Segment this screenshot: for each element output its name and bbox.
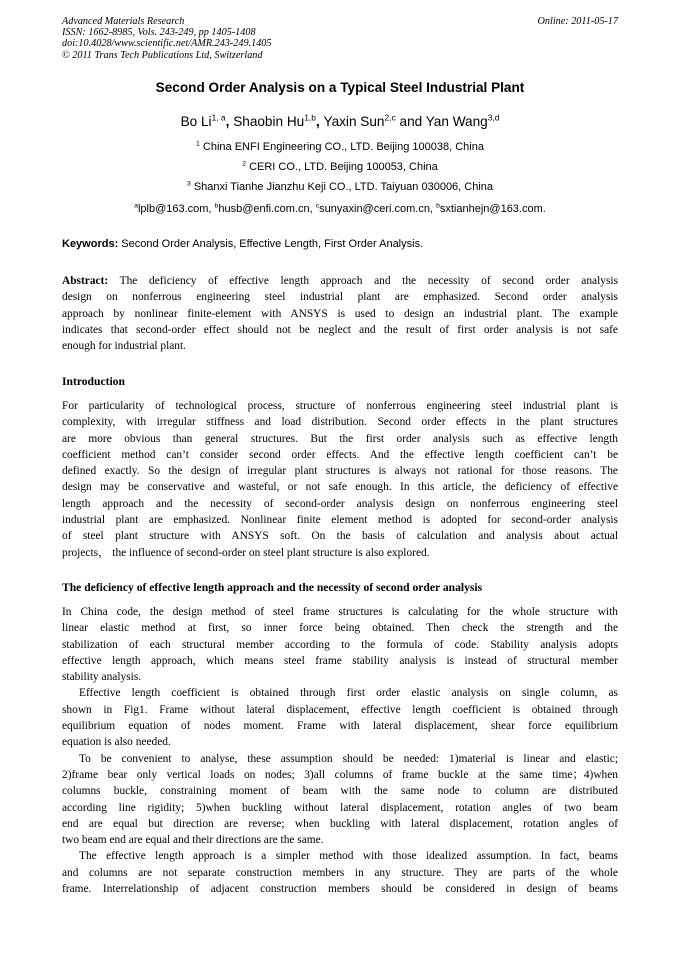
text-span: design on nonferrous engineering steel industrial plant are emphasized. Second order analysis	[62, 291, 618, 304]
author-sup: 2,c	[384, 112, 396, 123]
keywords	[62, 238, 618, 250]
text-line: complexity, with irregular stiffness and load distribution. Second order effects in the plant structures	[62, 416, 618, 429]
email-address: husb@enfi.com.cn,	[218, 203, 316, 215]
text-line	[62, 289, 618, 305]
section-heading-introduction: Introduction	[62, 375, 125, 388]
issn-line: ISSN: 1662-8985, Vols. 243-249, pp 1405-1408	[62, 27, 256, 39]
copyright-line: © 2011 Trans Tech Publications Ltd, Switzerland	[62, 49, 263, 61]
text-line: coefficient method can’t consider second order effects. And the effective length coefficient can’t be	[62, 448, 618, 461]
text-line: of steel plant structure with ANSYS soft. On the basis of calculation and analysis about actual	[62, 530, 618, 543]
abstract	[62, 273, 618, 354]
text-line: defined exactly. So the design of irregular plant structures is always not rational for those reasons. The	[62, 465, 618, 478]
text-line: linear elastic method at first, so inner force being obtained. Then check the strength and the	[62, 622, 618, 635]
author-separator: ,	[225, 114, 234, 129]
text-line: and columns are not separate construction members in any structure. They are parts of the whole	[62, 866, 618, 879]
text-line: The effective length approach is a simpler method with those idealized assumption. In fact, beams	[79, 850, 618, 863]
journal-name: Advanced Materials Research	[62, 16, 185, 27]
text-line: frame. Interrelationship of adjacent construction members should be considered in design of beams	[62, 883, 618, 896]
author-name: Bo Li	[180, 114, 212, 129]
text-line: design may be conservative and wasteful, or not safe enough. In this article, the deficiency of effective	[62, 481, 618, 494]
author-sup: 3,d	[487, 112, 500, 123]
section-heading-deficiency: The deficiency of effective length approach and the necessity of second order analysis	[62, 581, 483, 594]
author-list	[62, 114, 618, 129]
keywords-label: Keywords:	[62, 238, 119, 250]
text-line: industrial plant are emphasized. Nonlinear finite element method is adopted for second-order analysis	[62, 514, 618, 527]
doi-line: doi:10.4028/www.scientific.net/AMR.243-249.1405	[62, 38, 272, 50]
deficiency-section-text	[62, 604, 618, 897]
text-span: indicates that second-order effect should not be neglect and the result of first order analysis is not safe	[62, 323, 618, 336]
text-line: are more obvious than general structures. But the first order analysis such as effective length	[62, 432, 618, 445]
online-date: Online: 2011-05-17	[537, 16, 618, 27]
text-line: length approach and the necessity of second-order analysis design on nonferrous engineering steel	[62, 497, 618, 510]
email-sup: b	[214, 202, 219, 210]
text-line: equilibrium equation of nodes moment. Frame with lateral displacement, shear force equilibrium	[62, 720, 618, 733]
text-line: Effective length coefficient is obtained through first order elastic analysis on single column, as	[79, 687, 618, 700]
author-sup: 1, a	[211, 112, 226, 123]
author-name: Shaobin Hu	[233, 114, 305, 129]
affiliation-1: $^1$ China ENFI Engineering CO., LTD. Beijing 100038, China	[196, 140, 484, 153]
email-address: sxtianhejn@163.com.	[439, 203, 546, 215]
text-line	[62, 338, 618, 354]
email-address: sunyaxin@ceri.com.cn,	[319, 203, 437, 215]
text-span: enough for industrial plant.	[62, 340, 187, 353]
text-line: projects， the influence of second-order on steel plant structure is also explored.	[62, 546, 430, 559]
email-address: lplb@163.com,	[137, 203, 215, 215]
text-line: stability analysis.	[62, 671, 142, 684]
email-sup: b	[436, 202, 440, 210]
paper-title: Second Order Analysis on a Typical Steel Industrial Plant	[155, 80, 525, 95]
text-line: 2)frame bear only vertical loads on nodes; 3)all columns of frame buckle at the same time；4)when	[62, 768, 618, 781]
text-span: The deficiency of effective length approach and the necessity of second order analysis	[108, 275, 618, 287]
running-header	[62, 16, 618, 61]
text-line: end are equal but direction are reverse; when buckling with lateral displacement, rotation angles of	[62, 817, 618, 830]
keywords-text: Second Order Analysis, Effective Length, First Order Analysis.	[118, 238, 424, 250]
affiliation-3: $^3$ Shanxi Tianhe Jianzhu Keji CO., LTD. Taiyuan 030006, China	[186, 180, 494, 193]
text-line: For particularity of technological process, structure of nonferrous engineering steel industrial plant is	[62, 400, 618, 412]
text-span: approach by nonlinear finite-element with ANSYS is used to design an industrial plant. The example	[62, 307, 618, 320]
author-name: Yaxin Sun	[323, 114, 385, 129]
text-line	[62, 322, 618, 338]
author-name: Yan Wang	[425, 114, 488, 129]
text-line	[62, 273, 618, 289]
author-sup: 1,b	[304, 112, 316, 123]
text-line: effective length approach, which means steel frame stability analysis is instead of structural member	[62, 654, 618, 667]
introduction-text	[62, 398, 618, 561]
text-line: columns buckle, constraining moment of beam with the same node to column are distributed	[62, 785, 618, 798]
author-separator: and	[395, 114, 426, 129]
text-line: To be convenient to analyse, these assumption should be needed: 1)material is linear and elastic;	[79, 752, 618, 765]
email-sup: c	[315, 202, 320, 210]
text-line: two beam end are equal and their directions are the same.	[62, 834, 324, 847]
text-line: In China code, the design method of steel frame structures is calculating for the whole structure with	[62, 606, 618, 618]
email-sup: a	[134, 202, 138, 210]
text-line: according line rigidity; 5)when buckling without lateral displacement, rotation angles of two beam	[62, 801, 618, 814]
text-line: stabilization of each structural member according to the formula of code. Stability analysis adopts	[62, 638, 618, 651]
text-line	[62, 306, 618, 322]
author-separator: ,	[315, 114, 324, 129]
text-line: equation is also needed.	[62, 736, 171, 749]
author-emails	[62, 203, 618, 215]
text-line: shown in Fig1. Frame without lateral displacement, effective length coefficient is obtained through	[62, 703, 618, 716]
affiliation-2: $^2$ CERI CO., LTD. Beijing 100053, China	[242, 160, 438, 173]
abstract-label: Abstract:	[62, 275, 109, 287]
